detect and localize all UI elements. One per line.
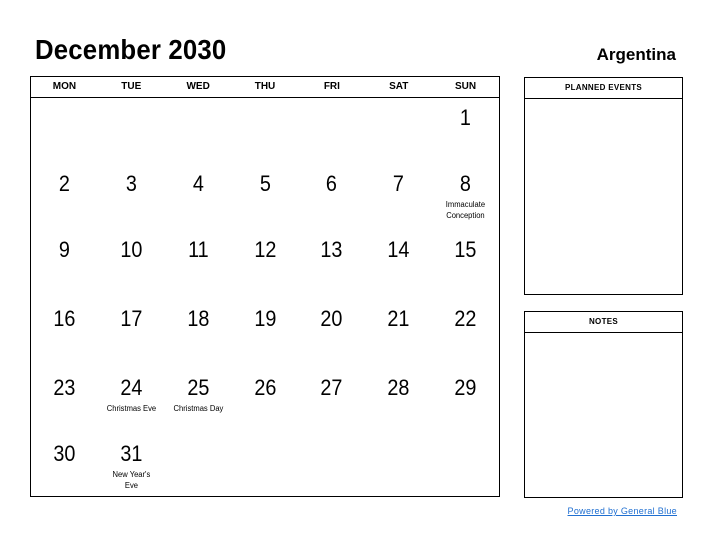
day-cell [432, 434, 499, 497]
day-number: 15 [454, 237, 477, 262]
day-number: 7 [393, 171, 405, 196]
day-number: 22 [454, 306, 477, 331]
day-cell [165, 299, 232, 368]
weekday-fri: FRI [323, 81, 340, 92]
day-number: 24 [120, 375, 143, 400]
day-number: 9 [58, 237, 70, 262]
day-number: 26 [253, 375, 277, 400]
day-cell [165, 434, 232, 497]
holiday-label: Immaculate Conception [445, 200, 486, 220]
day-cell [165, 164, 232, 230]
day-cell [298, 368, 365, 434]
day-number: 17 [120, 306, 143, 331]
day-cell [298, 230, 365, 299]
day-cell [98, 164, 165, 230]
day-cell [298, 434, 365, 497]
day-number: 30 [53, 441, 76, 466]
holiday-label: Christmas Day [173, 404, 224, 413]
day-cell [232, 434, 299, 497]
weekday-mon: MON [52, 81, 77, 92]
day-cell [31, 368, 98, 434]
day-number: 27 [320, 375, 343, 400]
week-row [31, 368, 499, 434]
day-number: 10 [120, 237, 143, 262]
day-cell [232, 230, 299, 299]
day-number: 23 [53, 375, 76, 400]
day-cell [98, 230, 165, 299]
day-number: 12 [253, 237, 277, 262]
day-cell [365, 299, 432, 368]
day-cell [165, 230, 232, 299]
day-number: 6 [326, 171, 338, 196]
weekday-sat: SAT [389, 81, 409, 92]
week-row [31, 98, 499, 164]
powered-by-link[interactable]: Powered by General Blue [567, 506, 677, 516]
day-number: 25 [187, 375, 210, 400]
day-cell [98, 299, 165, 368]
day-cell [298, 98, 365, 164]
day-cell [432, 164, 499, 230]
day-number: 18 [187, 306, 210, 331]
notes-panel [524, 311, 683, 498]
day-number: 13 [320, 237, 343, 262]
day-cell [365, 434, 432, 497]
weekday-thu: THU [254, 81, 276, 92]
day-cell [31, 434, 98, 497]
day-cell [432, 98, 499, 164]
day-number: 1 [460, 105, 472, 130]
week-row [31, 434, 499, 497]
day-number: 21 [387, 306, 410, 331]
country-label: Argentina [596, 45, 676, 64]
week-row [31, 164, 499, 230]
day-cell [98, 368, 165, 434]
day-cell [298, 164, 365, 230]
week-row [31, 299, 499, 368]
calendar-grid [30, 76, 500, 497]
day-number: 2 [58, 171, 70, 196]
day-cell [98, 434, 165, 497]
planned-events-heading: PLANNED EVENTS [525, 78, 682, 99]
day-cell [31, 299, 98, 368]
day-cell [365, 98, 432, 164]
day-cell [165, 98, 232, 164]
day-number: 31 [120, 441, 143, 466]
day-number: 8 [460, 171, 472, 196]
day-number: 19 [253, 306, 277, 331]
day-number: 4 [192, 171, 204, 196]
week-row [31, 230, 499, 299]
day-cell [432, 299, 499, 368]
day-number: 3 [125, 171, 137, 196]
day-number: 5 [259, 171, 271, 196]
day-cell [165, 368, 232, 434]
holiday-label: Christmas Eve [106, 404, 156, 413]
notes-heading: NOTES [525, 312, 682, 333]
holiday-label: New Year's Eve [112, 470, 151, 490]
day-cell [432, 230, 499, 299]
day-cell [232, 164, 299, 230]
day-cell [365, 164, 432, 230]
weekday-sun: SUN [455, 81, 477, 92]
day-cell [98, 98, 165, 164]
weekday-header [31, 77, 499, 98]
day-cell [298, 299, 365, 368]
day-cell [232, 98, 299, 164]
day-number: 20 [320, 306, 343, 331]
weekday-wed: WED [186, 81, 210, 92]
calendar-title: December 2030 [35, 34, 227, 65]
day-number: 14 [387, 237, 410, 262]
day-number: 16 [53, 306, 76, 331]
day-number: 28 [387, 375, 410, 400]
day-cell [365, 230, 432, 299]
day-cell [432, 368, 499, 434]
day-cell [365, 368, 432, 434]
day-cell [31, 98, 98, 164]
planned-events-panel [524, 77, 683, 295]
day-cell [232, 299, 299, 368]
day-cell [31, 230, 98, 299]
weekday-tue: TUE [121, 81, 142, 92]
day-number: 11 [187, 237, 209, 262]
day-cell [232, 368, 299, 434]
day-cell [31, 164, 98, 230]
day-number: 29 [454, 375, 477, 400]
